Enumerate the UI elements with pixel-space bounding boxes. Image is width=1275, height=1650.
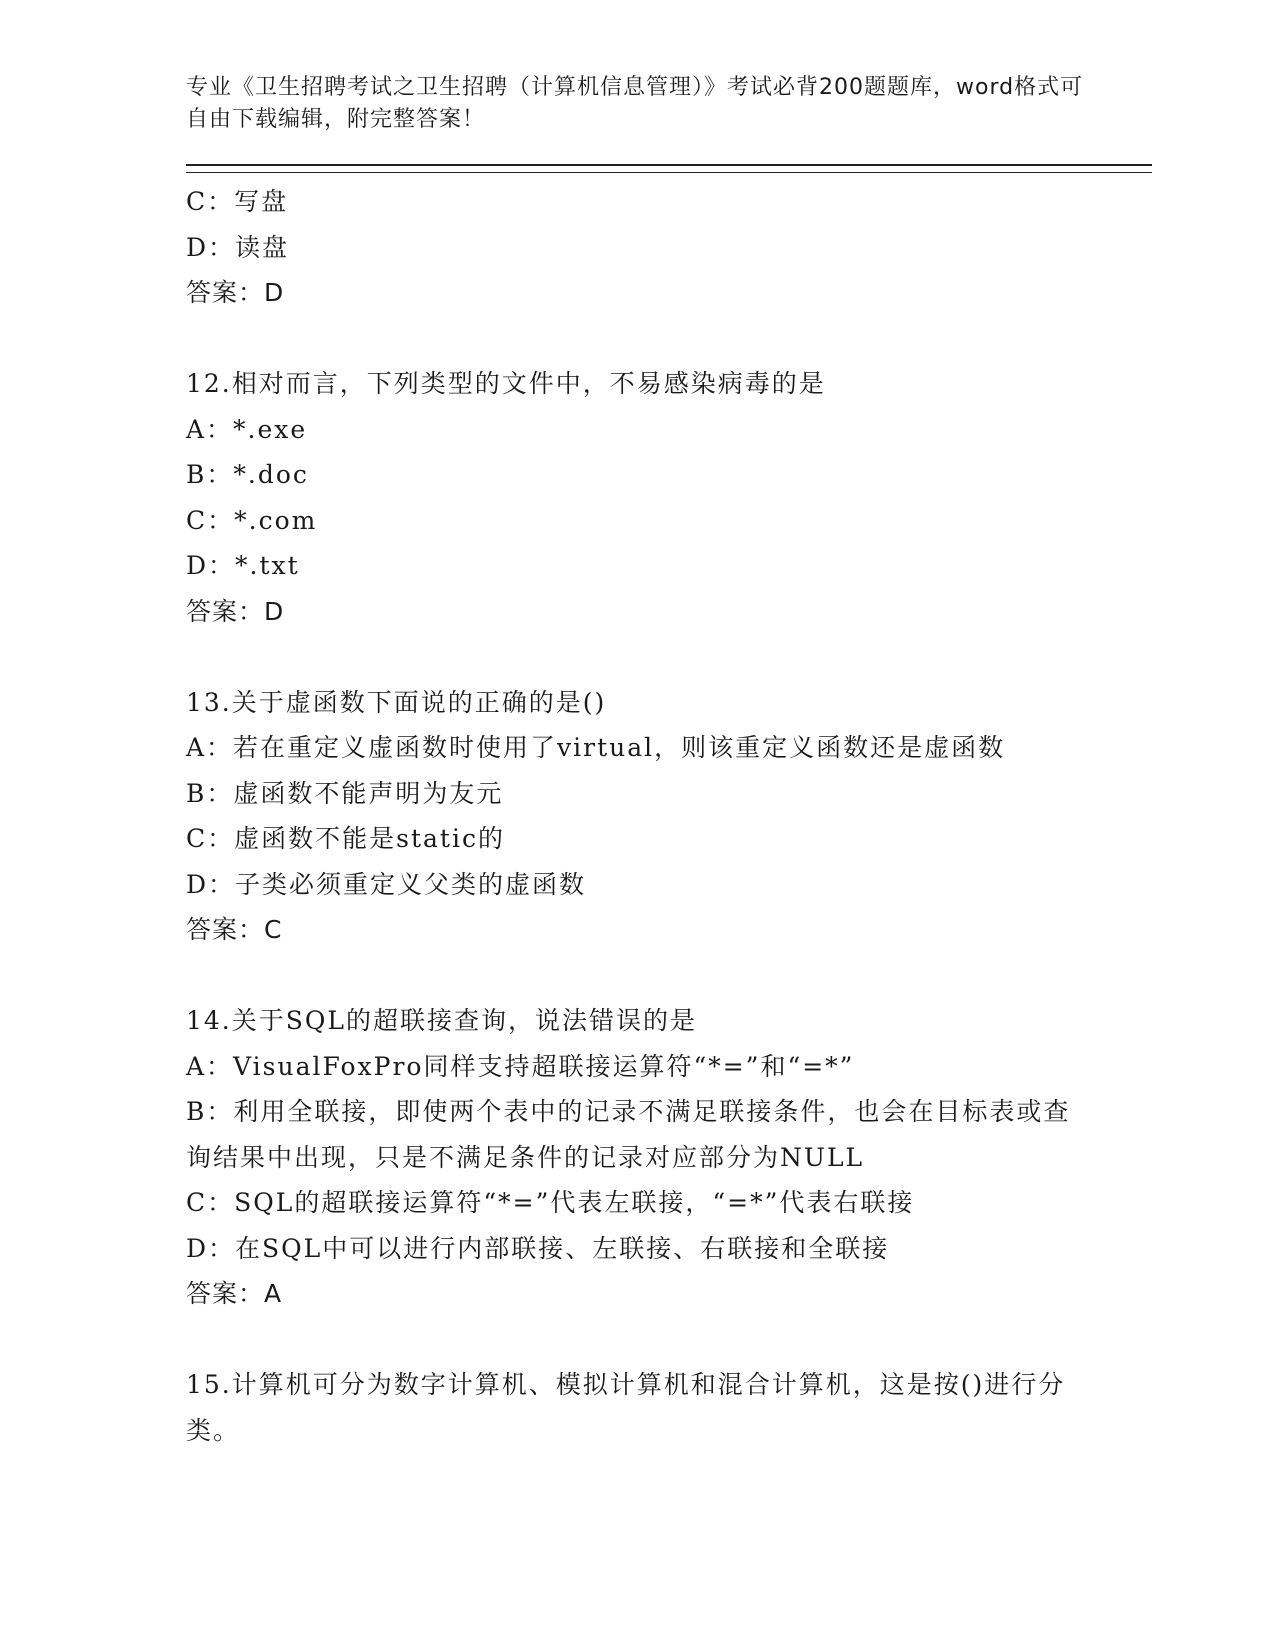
question-stem: 14.关于SQL的超联接查询，说法错误的是 [186,1006,697,1035]
option-b: B：虚函数不能声明为友元 [186,778,504,808]
answer-line: 答案：D [186,596,285,626]
question-stem: 15.计算机可分为数字计算机、模拟计算机和混合计算机，这是按()进行分类。 [186,1370,1066,1445]
option-a: A：*.exe [186,414,308,444]
spacer [186,316,1146,362]
option-d: D：在SQL中可以进行内部联接、左联接、右联接和全联接 [186,1233,890,1263]
document-header: 专业《卫生招聘考试之卫生招聘（计算机信息管理）》考试必背200题题库，word格式可自由下载编辑，附完整答案！ [186,75,1084,132]
option-c: C：虚函数不能是static的 [186,824,505,853]
spacer [186,1317,1146,1363]
option-b: B：*.doc [186,460,309,489]
spacer [186,953,1146,999]
header-divider [186,164,1152,173]
option-d: D：子类必须重定义父类的虚函数 [186,869,587,899]
question-stem: 12.相对而言，下列类型的文件中，不易感染病毒的是 [186,369,826,398]
answer-line: 答案：D [186,278,285,307]
question-stem: 13.关于虚函数下面说的正确的是() [186,687,607,717]
option-a: A：若在重定义虚函数时使用了virtual，则该重定义函数还是虚函数 [186,733,1006,762]
option-b: B：利用全联接，即使两个表中的记录不满足联接条件，也会在目标表或查询结果中出现，只是不满足条件的记录对应部分为NULL [186,1097,1071,1172]
document-page [186,72,1146,1453]
answer-line: 答案：A [186,1279,283,1308]
option-c: C：SQL的超联接运算符“*=”代表左联接，“=*”代表右联接 [186,1188,915,1217]
option-c: C：写盘 [186,187,289,216]
spacer [186,634,1146,680]
option-a: A：VisualFoxPro同样支持超联接运算符“*=”和“=*” [186,1051,855,1081]
option-d: D：读盘 [186,232,290,262]
document-body [186,179,1146,1453]
answer-line: 答案：C [186,915,283,944]
option-d: D：*.txt [186,551,300,580]
option-c: C：*.com [186,505,318,535]
